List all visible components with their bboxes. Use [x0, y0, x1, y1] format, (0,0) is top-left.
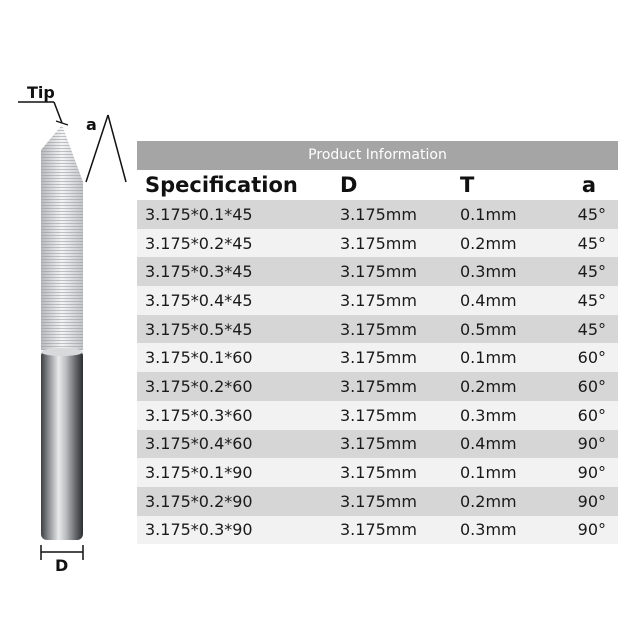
- cell-diameter: 3.175mm: [340, 348, 417, 368]
- cell-diameter: 3.175mm: [340, 290, 417, 310]
- cell-angle: 45°: [577, 204, 606, 224]
- cell-specification: 3.175*0.1*90: [145, 463, 253, 483]
- table-title: Product Information: [137, 141, 618, 170]
- cell-angle: 90°: [577, 434, 606, 454]
- product-information-table: [137, 141, 618, 544]
- cell-diameter: 3.175mm: [340, 262, 417, 282]
- cell-tip-width: 0.1mm: [460, 204, 517, 224]
- cell-specification: 3.175*0.1*45: [145, 204, 253, 224]
- cell-diameter: 3.175mm: [340, 233, 417, 253]
- angle-label: a: [86, 115, 97, 134]
- header-diameter: D: [340, 173, 358, 197]
- cell-angle: 60°: [577, 376, 606, 396]
- cell-diameter: 3.175mm: [340, 405, 417, 425]
- cell-diameter: 3.175mm: [340, 319, 417, 339]
- table-row: [137, 430, 618, 459]
- cell-specification: 3.175*0.4*45: [145, 290, 253, 310]
- cell-specification: 3.175*0.2*60: [145, 376, 253, 396]
- cell-specification: 3.175*0.3*45: [145, 262, 253, 282]
- cell-tip-width: 0.2mm: [460, 233, 517, 253]
- table-row: [137, 401, 618, 430]
- cell-angle: 45°: [577, 233, 606, 253]
- cell-tip-width: 0.1mm: [460, 348, 517, 368]
- cell-diameter: 3.175mm: [340, 520, 417, 540]
- cell-specification: 3.175*0.4*60: [145, 434, 253, 454]
- cell-angle: 60°: [577, 405, 606, 425]
- table-row: [137, 343, 618, 372]
- bit-cutting-end: [41, 125, 83, 350]
- cell-angle: 90°: [577, 520, 606, 540]
- cell-diameter: 3.175mm: [340, 463, 417, 483]
- table-row: [137, 372, 618, 401]
- cell-tip-width: 0.3mm: [460, 520, 517, 540]
- cell-specification: 3.175*0.3*90: [145, 520, 253, 540]
- cell-diameter: 3.175mm: [340, 204, 417, 224]
- cell-angle: 90°: [577, 463, 606, 483]
- engraving-bit-illustration: [0, 0, 140, 640]
- cell-tip-width: 0.3mm: [460, 405, 517, 425]
- table-row: [137, 286, 618, 315]
- table-row: [137, 487, 618, 516]
- cell-specification: 3.175*0.5*45: [145, 319, 253, 339]
- cell-tip-width: 0.2mm: [460, 376, 517, 396]
- tip-label: Tip: [27, 83, 55, 102]
- bit-shank: [41, 348, 83, 540]
- cell-angle: 60°: [577, 348, 606, 368]
- table-body: [137, 200, 618, 544]
- table-row: [137, 315, 618, 344]
- cell-specification: 3.175*0.3*60: [145, 405, 253, 425]
- table-row: [137, 458, 618, 487]
- cell-tip-width: 0.1mm: [460, 463, 517, 483]
- column-headers: [137, 170, 618, 200]
- diameter-label: D: [55, 556, 69, 575]
- engraving-bit-diagram: [0, 0, 140, 640]
- table-row: [137, 516, 618, 545]
- cell-angle: 45°: [577, 290, 606, 310]
- cell-diameter: 3.175mm: [340, 376, 417, 396]
- tip-indicator: [18, 102, 68, 125]
- cell-specification: 3.175*0.2*90: [145, 491, 253, 511]
- header-specification: Specification: [145, 173, 298, 197]
- cell-tip-width: 0.4mm: [460, 434, 517, 454]
- cell-tip-width: 0.5mm: [460, 319, 517, 339]
- cell-specification: 3.175*0.1*60: [145, 348, 253, 368]
- cell-angle: 90°: [577, 491, 606, 511]
- cell-diameter: 3.175mm: [340, 491, 417, 511]
- header-tip-width: T: [460, 173, 475, 197]
- header-angle: a: [581, 173, 596, 197]
- cell-tip-width: 0.4mm: [460, 290, 517, 310]
- cell-angle: 45°: [577, 262, 606, 282]
- cell-tip-width: 0.3mm: [460, 262, 517, 282]
- cell-diameter: 3.175mm: [340, 434, 417, 454]
- table-row: [137, 200, 618, 229]
- cell-specification: 3.175*0.2*45: [145, 233, 253, 253]
- table-row: [137, 257, 618, 286]
- cell-tip-width: 0.2mm: [460, 491, 517, 511]
- cell-angle: 45°: [577, 319, 606, 339]
- table-row: [137, 229, 618, 258]
